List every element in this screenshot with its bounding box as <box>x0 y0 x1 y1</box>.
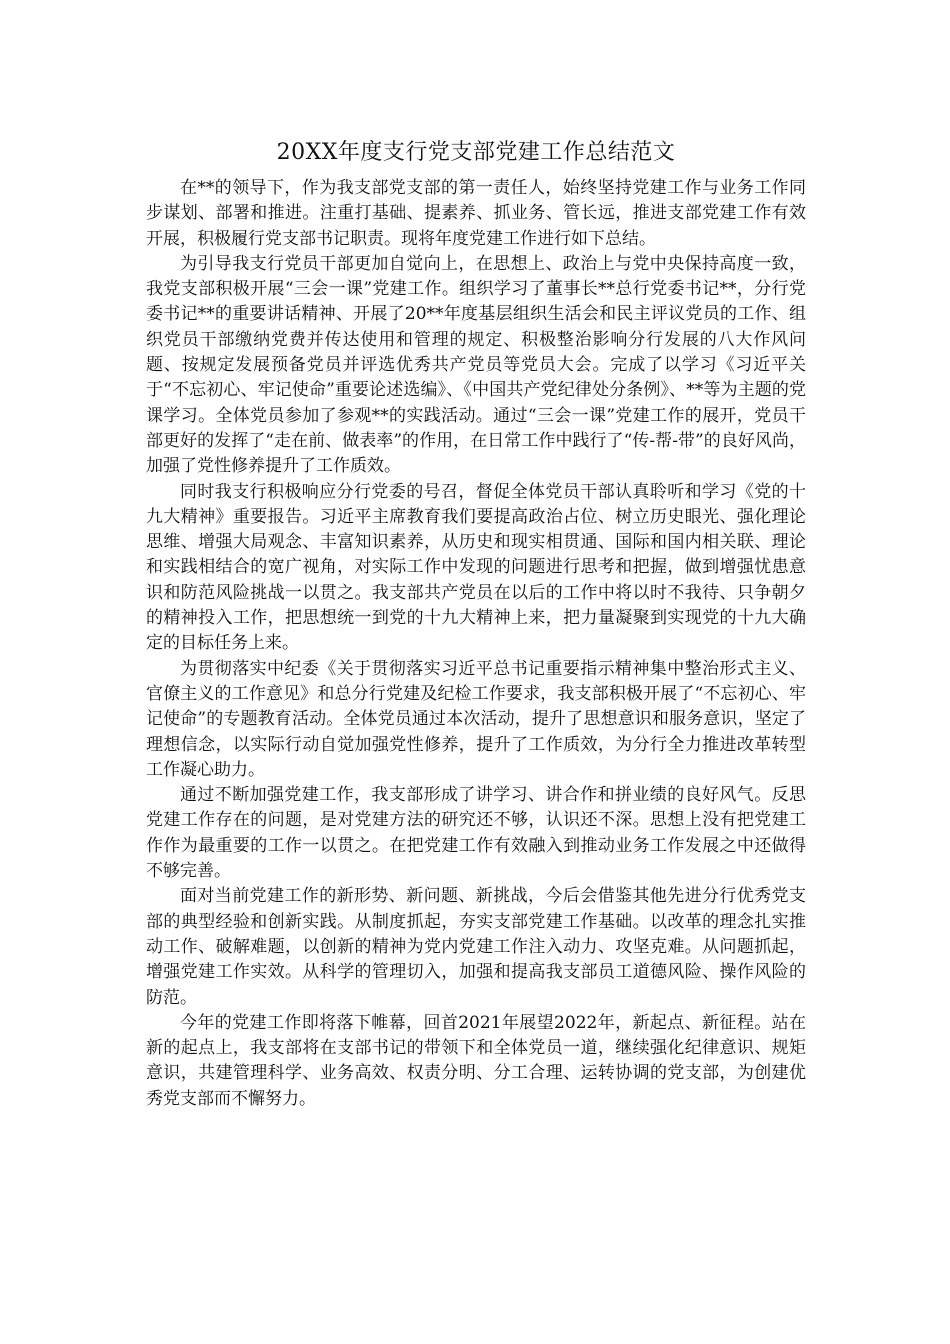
paragraph-reflection: 通过不断加强党建工作，我支部形成了讲学习、讲合作和拼业绩的良好风气。反思党建工作存在的问题，是对党建方法的研究还不够，认识还不深。思想上没有把党建工作作为最重要的工作一以贯之。在把党建工作有效融入到推动业务工作发展之中还做得不够完善。 <box>146 785 806 882</box>
document-page <box>146 138 806 1112</box>
paragraph-intro: 在**的领导下，作为我支部党支部的第一责任人，始终坚持党建工作与业务工作同步谋划、部署和推进。注重打基础、提素养、抓业务、管长远，推进支部党建工作有效开展，积极履行党支部书记职责。现将年度党建工作进行如下总结。 <box>146 178 806 249</box>
paragraph-nineteenth-congress: 同时我支行积极响应分行党委的号召，督促全体党员干部认真聆听和学习《党的十九大精神》重要报告。习近平主席教育我们要提高政治占位、树立历史眼光、强化理论思维、增强大局观念、丰富知识素养，从历史和现实相贯通、国际和国内相关联、理论和实践相结合的宽广视角，对实际工作中发现的问题进行思考和把握，做到增强忧患意识和防范风险挑战一以贯之。我支部共产党员在以后的工作中将以时不我待、只争朝夕的精神投入工作，把思想统一到党的十九大精神上来，把力量凝聚到实现党的十九大确定的目标任务上来。 <box>146 481 806 654</box>
paragraph-three-meetings: 为引导我支行党员干部更加自觉向上，在思想上、政治上与党中央保持高度一致，我党支部积极开展“三会一课”党建工作。组织学习了董事长**总行党委书记**，分行党委书记**的重要讲话精神、开展了20**年度基层组织生活会和民主评议党员的工作、组织党员干部缴纳党费并传达使用和管理的规定、积极整治影响分行发展的八大作风问题、按规定发展预备党员并评选优秀共产党员等党员大会。完成了以学习《习近平关于“不忘初心、牢记使命”重要论述选编》、《中国共产党纪律处分条例》、**等为主题的党课学习。全体党员参加了参观**的实践活动。通过“三会一课”党建工作的展开，党员干部更好的发挥了“走在前、做表率”的作用，在日常工作中践行了“传-帮-带”的良好风尚，加强了党性修养提升了工作质效。 <box>146 253 806 477</box>
document-title: 20XX年度支行党支部党建工作总结范文 <box>276 140 676 165</box>
paragraph-outlook: 今年的党建工作即将落下帷幕，回首2021年展望2022年，新起点、新征程。站在新的起点上，我支部将在支部书记的带领下和全体党员一道，继续强化纪律意识、规矩意识，共建管理科学、业务高效、权责分明、分工合理、运转协调的党支部，为创建优秀党支部而不懈努力。 <box>146 1012 806 1109</box>
paragraph-future-plans: 面对当前党建工作的新形势、新问题、新挑战，今后会借鉴其他先进分行优秀党支部的典型经验和创新实践。从制度抓起，夯实支部党建工作基础。以改革的理念扎实推动工作、破解难题，以创新的精神为党内党建工作注入动力、攻坚克难。从问题抓起，增强党建工作实效。从科学的管理切入，加强和提高我支部员工道德风险、操作风险的防范。 <box>146 886 806 1008</box>
paragraph-education-campaign: 为贯彻落实中纪委《关于贯彻落实习近平总书记重要指示精神集中整治形式主义、官僚主义的工作意见》和总分行党建及纪检工作要求，我支部积极开展了“不忘初心、牢记使命”的专题教育活动。全体党员通过本次活动，提升了思想意识和服务意识，坚定了理想信念，以实际行动自觉加强党性修养，提升了工作质效，为分行全力推进改革转型工作凝心助力。 <box>146 658 806 780</box>
